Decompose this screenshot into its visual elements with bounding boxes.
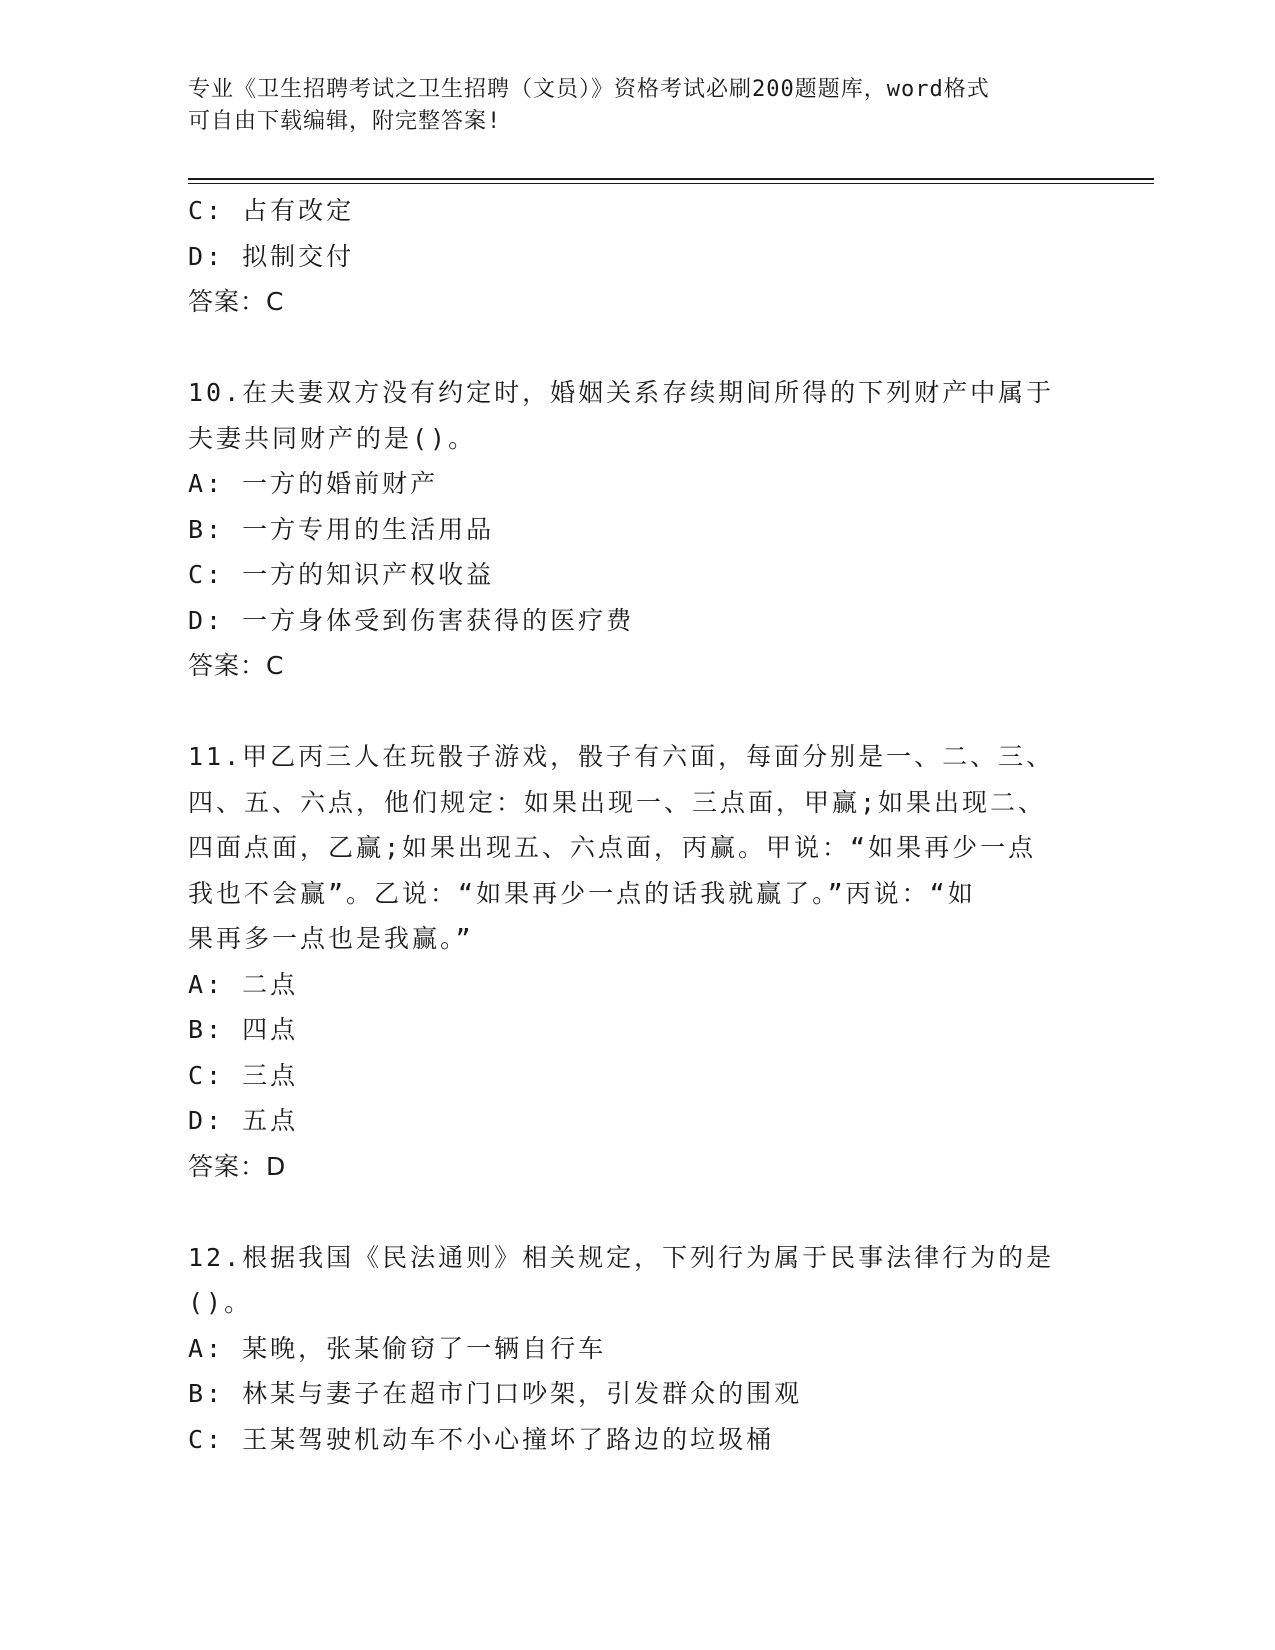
- question-11-answer: 答案：D: [188, 1151, 287, 1181]
- question-12-stem-line-2: ()。: [188, 1288, 253, 1317]
- question-12-option-c: C: 王某驾驶机动车不小心撞坏了路边的垃圾桶: [188, 1424, 775, 1454]
- question-11-option-d: D: 五点: [188, 1106, 299, 1135]
- question-12: [188, 1235, 1078, 1463]
- spacer: [188, 1189, 1078, 1235]
- question-10-stem-line-1: 10.在夫妻双方没有约定时，婚姻关系存续期间所得的下列财产中属于: [188, 378, 1055, 407]
- question-11-option-a: A: 二点: [188, 969, 299, 999]
- header-divider-thick: [188, 178, 1154, 180]
- question-list: [188, 188, 1078, 1462]
- question-9-option-c: C: 占有改定: [188, 196, 355, 225]
- question-9-answer: 答案：C: [188, 287, 285, 316]
- question-11-stem-line-5: 果再多一点也是我赢。”: [188, 924, 474, 953]
- question-9-option-d: D: 拟制交付: [188, 241, 355, 271]
- header-divider-thin: [188, 183, 1154, 184]
- question-10: [188, 370, 1078, 689]
- header-title-line-2: 可自由下载编辑，附完整答案!: [188, 109, 502, 134]
- question-10-option-b: B: 一方专用的生活用品: [188, 514, 495, 544]
- question-11-option-c: C: 三点: [188, 1060, 299, 1090]
- question-12-option-b: B: 林某与妻子在超市门口吵架，引发群众的围观: [188, 1379, 803, 1408]
- question-10-option-d: D: 一方身体受到伤害获得的医疗费: [188, 605, 635, 635]
- header-title-line-1: 专业《卫生招聘考试之卫生招聘（文员）》资格考试必刷200题题库，word格式: [188, 77, 990, 102]
- question-9: [188, 188, 1078, 325]
- question-10-answer: 答案：C: [188, 651, 285, 680]
- spacer: [188, 325, 1078, 371]
- question-11-stem-line-1: 11.甲乙丙三人在玩骰子游戏，骰子有六面，每面分别是一、二、三、: [188, 742, 1055, 771]
- question-12-stem-line-1: 12.根据我国《民法通则》相关规定，下列行为属于民事法律行为的是: [188, 1242, 1055, 1272]
- question-11: [188, 734, 1078, 1189]
- question-10-stem-line-2: 夫妻共同财产的是()。: [188, 423, 477, 453]
- spacer: [188, 689, 1078, 735]
- question-10-option-a: A: 一方的婚前财产: [188, 469, 439, 498]
- question-10-option-c: C: 一方的知识产权收益: [188, 560, 495, 589]
- question-11-option-b: B: 四点: [188, 1015, 299, 1044]
- question-11-stem-line-4: 我也不会赢”。乙说：“如果再少一点的话我就赢了。”丙说：“如: [188, 878, 976, 908]
- question-12-option-a: A: 某晚，张某偷窃了一辆自行车: [188, 1333, 607, 1363]
- question-11-stem-line-2: 四、五、六点，他们规定：如果出现一、三点面，甲赢;如果出现二、: [188, 787, 1047, 817]
- document-header: [188, 74, 1088, 138]
- question-11-stem-line-3: 四面点面，乙赢;如果出现五、六点面，丙赢。甲说：“如果再少一点: [188, 833, 1037, 862]
